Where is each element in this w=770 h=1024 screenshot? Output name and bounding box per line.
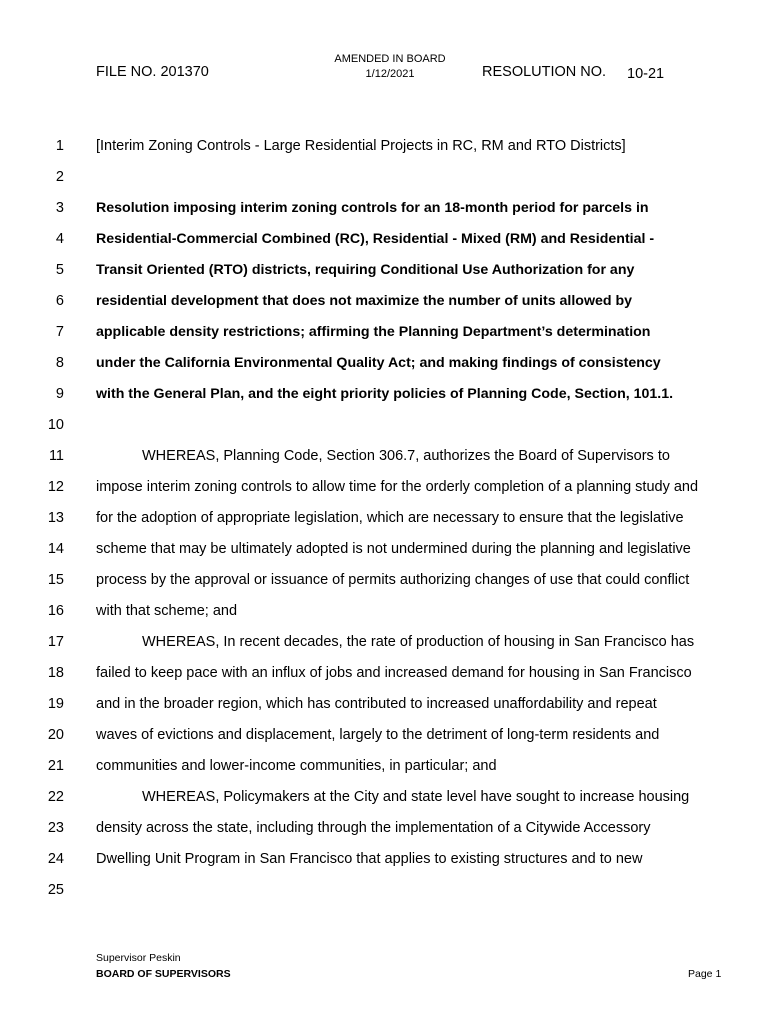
document-line [0, 231, 770, 262]
line-number: 1 [55, 138, 64, 154]
document-line [0, 262, 770, 293]
document-line [0, 696, 770, 727]
line-text: waves of evictions and displacement, largely to the detriment of long-term residents and [96, 727, 660, 743]
document-line [0, 820, 770, 851]
line-text: failed to keep pace with an influx of jobs and increased demand for housing in San Francisco [96, 665, 692, 681]
line-number: 7 [55, 324, 64, 340]
document-line [0, 138, 770, 169]
document-line [0, 169, 770, 200]
line-text: scheme that may be ultimately adopted is not undermined during the planning and legislative [96, 541, 691, 557]
line-text: applicable density restrictions; affirming the Planning Department’s determination [96, 324, 651, 340]
line-number: 12 [47, 479, 64, 495]
line-text: [Interim Zoning Controls - Large Residential Projects in RC, RM and RTO Districts] [96, 138, 626, 154]
line-text: impose interim zoning controls to allow time for the orderly completion of a planning study and [96, 479, 699, 495]
line-text: WHEREAS, Planning Code, Section 306.7, authorizes the Board of Supervisors to [142, 448, 670, 464]
document-line [0, 293, 770, 324]
line-number: 20 [47, 727, 64, 743]
line-text: process by the approval or issuance of permits authorizing changes of use that could conflict [96, 572, 690, 588]
document-line [0, 200, 770, 231]
document-line [0, 324, 770, 355]
document-line [0, 851, 770, 882]
document-line [0, 479, 770, 510]
line-number: 10 [47, 417, 64, 433]
line-text: communities and lower-income communities, in particular; and [96, 758, 497, 774]
line-text: and in the broader region, which has contributed to increased unaffordability and repeat [96, 696, 657, 712]
resolution-number: 10-21 [627, 66, 665, 82]
line-number: 9 [55, 386, 64, 402]
line-number: 13 [47, 510, 64, 526]
line-text: WHEREAS, In recent decades, the rate of production of housing in San Francisco has [142, 634, 695, 650]
footer-sponsor: Supervisor Peskin [96, 952, 181, 964]
document-line [0, 603, 770, 634]
document-line [0, 386, 770, 417]
line-text: density across the state, including through the implementation of a Citywide Accessory [96, 820, 651, 836]
line-text: Residential-Commercial Combined (RC), Residential - Mixed (RM) and Residential - [96, 231, 655, 247]
document-line [0, 727, 770, 758]
document-line [0, 448, 770, 479]
line-text: WHEREAS, Policymakers at the City and state level have sought to increase housing [142, 789, 690, 805]
document-line [0, 882, 770, 913]
document-line [0, 417, 770, 448]
line-number: 5 [55, 262, 64, 278]
line-number: 22 [47, 789, 64, 805]
line-number: 18 [47, 665, 64, 681]
amended-date: 1/12/2021 [365, 68, 415, 80]
line-number: 24 [47, 851, 64, 867]
resolution-label: RESOLUTION NO. [482, 64, 607, 80]
line-number: 6 [55, 293, 64, 309]
document-line [0, 355, 770, 386]
footer-board: BOARD OF SUPERVISORS [96, 968, 231, 980]
line-number: 19 [47, 696, 64, 712]
document-line [0, 510, 770, 541]
line-number: 15 [47, 572, 64, 588]
line-text: with that scheme; and [96, 603, 238, 619]
line-number: 11 [48, 448, 64, 464]
document-line [0, 665, 770, 696]
document-line [0, 789, 770, 820]
line-number: 23 [47, 820, 64, 836]
line-text: Resolution imposing interim zoning controls for an 18-month period for parcels in [96, 200, 649, 216]
file-number: FILE NO. 201370 [96, 64, 209, 80]
line-text: Transit Oriented (RTO) districts, requiring Conditional Use Authorization for any [96, 262, 635, 278]
line-number: 14 [47, 541, 64, 557]
amended-label: AMENDED IN BOARD [334, 53, 446, 65]
document-line [0, 541, 770, 572]
line-text: Dwelling Unit Program in San Francisco that applies to existing structures and to new [96, 851, 643, 867]
document-line [0, 572, 770, 603]
line-number: 2 [55, 169, 64, 185]
line-text: for the adoption of appropriate legislation, which are necessary to ensure that the legislative [96, 510, 684, 526]
line-number: 17 [47, 634, 64, 650]
line-text: residential development that does not maximize the number of units allowed by [96, 293, 633, 309]
amended-stamp [300, 52, 480, 82]
document-line [0, 634, 770, 665]
line-number: 8 [55, 355, 64, 371]
line-number: 3 [55, 200, 64, 216]
line-number: 16 [47, 603, 64, 619]
line-text: under the California Environmental Quality Act; and making findings of consistency [96, 355, 661, 371]
line-number: 25 [47, 882, 64, 898]
line-number: 4 [55, 231, 64, 247]
document-line [0, 758, 770, 789]
line-text: with the General Plan, and the eight priority policies of Planning Code, Section, 101.1. [96, 386, 674, 402]
line-number: 21 [47, 758, 64, 774]
page-number: Page 1 [688, 968, 722, 980]
